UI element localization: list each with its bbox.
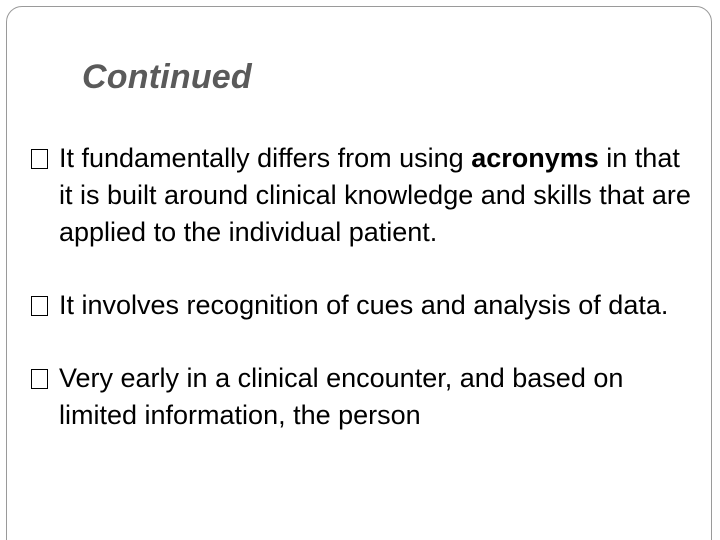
bullet-text: Very early in a clinical encounter, and based on limited information, the person [59, 363, 624, 430]
bullet-item [31, 360, 691, 434]
bullet-item [31, 140, 691, 251]
bullet-text-pre: It fundamentally differs from using [59, 143, 472, 173]
bullet-list [31, 140, 691, 434]
bullet-text-post: in that it is built around clinical knowledge and skills that are applied to the individual patient. [59, 143, 691, 247]
bullet-item [31, 287, 691, 324]
bullet-text: It involves recognition of cues and analysis of data. [59, 290, 669, 320]
bullet-box-icon [31, 149, 48, 169]
slide-title: Continued [82, 58, 252, 96]
bullet-box-icon [31, 369, 48, 389]
bullet-text-bold: acronyms [471, 143, 599, 173]
bullet-box-icon [31, 296, 48, 316]
